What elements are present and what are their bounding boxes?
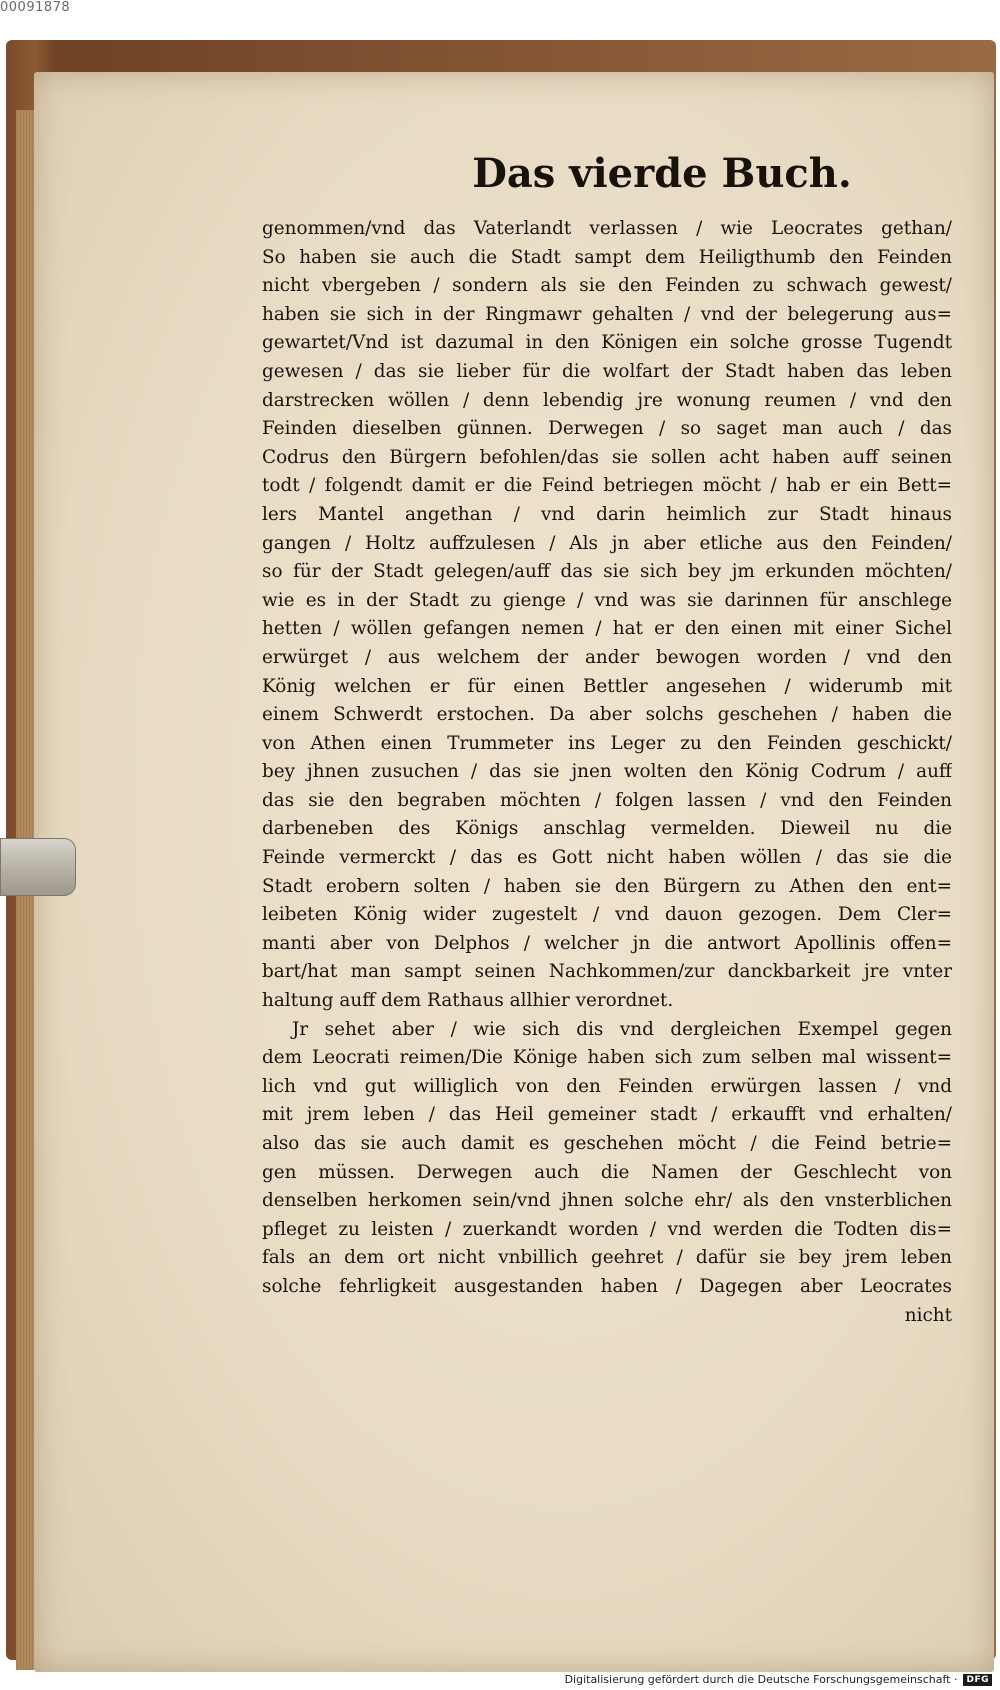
scan-id-label: 00091878 <box>0 0 71 15</box>
text-line: erwürget / aus welchem der ander bewogen worden / vnd den <box>262 646 952 668</box>
text-line: genommen/vnd das Vaterlandt verlassen / wie Leocrates gethan/ <box>262 218 952 239</box>
text-line: so für der Stadt gelegen/auff das sie sich bey jm erkunden möchten/ <box>262 561 952 583</box>
text-line: gewesen / das sie lieber für die wolfart der Stadt haben das leben <box>262 360 952 382</box>
text-line: mit jrem leben / das Heil gemeiner stadt / erkaufft vnd erhalten/ <box>262 1104 952 1126</box>
text-line: also das sie auch damit es geschehen möcht / die Feind betrie= <box>262 1133 952 1154</box>
catchword: nicht <box>904 1304 952 1326</box>
text-line: lich vnd gut williglich von den Feinden erwürgen lassen / vnd <box>262 1075 952 1097</box>
text-line: manti aber von Delphos / welcher jn die antwort Apollinis offen= <box>262 932 952 954</box>
text-line: darbeneben des Königs anschlag vermelden. Dieweil nu die <box>262 818 952 840</box>
text-line: nicht vbergeben / sondern als sie den Feinden zu schwach gewest/ <box>262 275 952 297</box>
dfg-logo-icon: DFG <box>963 1674 992 1686</box>
text-line: denselben herkomen sein/vnd jhnen solche ehr/ als den vnsterblichen <box>262 1190 952 1212</box>
text-line: solche fehrligkeit ausgestanden haben / Dagegen aber Leocrates <box>262 1275 952 1297</box>
text-line: einem Schwerdt erstochen. Da aber solchs geschehen / haben die <box>262 704 952 726</box>
footer-text: Digitalisierung gefördert durch die Deutsche Forschungsgemeinschaft · <box>564 1673 958 1686</box>
text-line: bart/hat man sampt seinen Nachkommen/zur danckbarkeit jre vnter <box>262 961 952 983</box>
text-line: darstrecken wöllen / denn lebendig jre wonung reumen / vnd den <box>262 389 952 411</box>
text-line: leibeten König wider zugestelt / vnd dauon gezogen. Dem Cler= <box>262 904 952 926</box>
text-line: das sie den begraben möchten / folgen lassen / vnd den Feinden <box>262 789 952 811</box>
text-line: todt / folgendt damit er die Feind betriegen möcht / hab er ein Bett= <box>262 475 952 497</box>
text-line: von Athen einen Trummeter ins Leger zu den Feinden geschickt/ <box>262 732 952 754</box>
page-header-title: Das vierde Buch. <box>472 150 852 197</box>
text-line: gewartet/Vnd ist dazumal in den Königen ein solche grosse Tugendt <box>262 332 952 354</box>
text-line: pfleget zu leisten / zuerkandt worden / vnd werden die Todten dis= <box>262 1218 952 1240</box>
text-line: haben sie sich in der Ringmawr gehalten / vnd der belegerung aus= <box>262 303 952 325</box>
text-line: König welchen er für einen Bettler angesehen / widerumb mit <box>262 675 952 697</box>
text-line: hetten / wöllen gefangen nemen / hat er den einen mit einer Sichel <box>262 618 952 640</box>
text-line: Stadt erobern solten / haben sie den Bürgern zu Athen den ent= <box>262 875 952 897</box>
text-line: Codrus den Bürgern befohlen/das sie sollen acht haben auff seinen <box>262 446 952 468</box>
text-line: Feinden dieselben günnen. Derwegen / so saget man auch / das <box>262 418 952 440</box>
text-line: wie es in der Stadt zu gienge / vnd was sie darinnen für anschlege <box>262 589 952 611</box>
page-content <box>262 130 952 1330</box>
text-line: fals an dem ort nicht vnbillich geehret / dafür sie bey jrem leben <box>262 1247 952 1269</box>
text-line: gangen / Holtz auffzulesen / Als jn aber etliche aus den Feinden/ <box>262 532 952 554</box>
text-line: Feinde vermerckt / das es Gott nicht haben wöllen / das sie die <box>262 847 952 869</box>
text-line: Jr sehet aber / wie sich dis vnd dergleichen Exempel gegen <box>292 1018 952 1040</box>
text-line: dem Leocrati reimen/Die Könige haben sich zum selben mal wissent= <box>262 1047 952 1069</box>
digitization-footer <box>565 1673 992 1686</box>
text-line: gen müssen. Derwegen auch die Namen der Geschlecht von <box>262 1161 952 1183</box>
text-line: bey jhnen zusuchen / das sie jnen wolten den König Codrum / auff <box>262 761 952 783</box>
text-line: haltung auff dem Rathaus allhier verordnet. <box>262 990 674 1012</box>
text-line: lers Mantel angethan / vnd darin heimlich zur Stadt hinaus <box>262 503 952 525</box>
text-line: So haben sie auch die Stadt sampt dem Heiligthumb den Feinden <box>262 246 952 268</box>
book-clip <box>0 838 76 896</box>
text-body <box>262 215 952 1302</box>
